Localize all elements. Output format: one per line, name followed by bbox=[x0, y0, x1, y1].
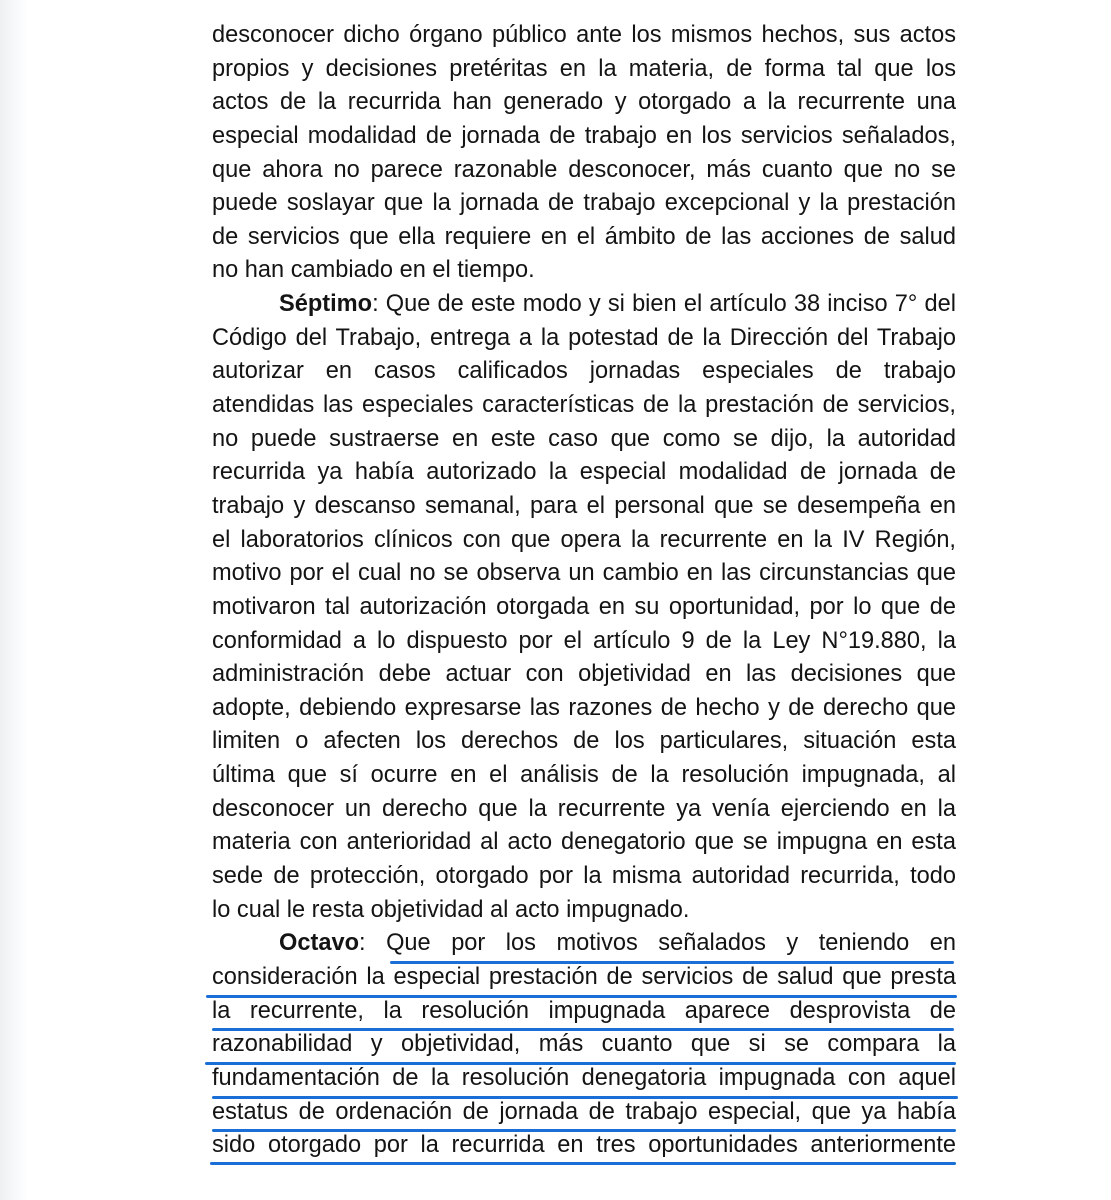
text-line-content: fundamentación de la resolución denegatoria impugnada con aquel bbox=[212, 1064, 956, 1091]
text-line: no han cambiado en el tiempo. bbox=[212, 257, 535, 284]
text-line bbox=[212, 995, 956, 1029]
text-line: Código del Trabajo, entrega a la potestad de la Dirección del Trabajo bbox=[212, 324, 956, 351]
text-line bbox=[212, 1062, 956, 1096]
text-line: lo cual le resta objetividad al acto impugnado. bbox=[212, 896, 690, 923]
text-line: limiten o afecten los derechos de los particulares, situación esta bbox=[212, 728, 956, 755]
document-page bbox=[212, 19, 956, 1163]
text-line: puede soslayar que la jornada de trabajo excepcional y la prestación bbox=[212, 190, 956, 217]
left-edge-shadow bbox=[0, 0, 28, 1200]
text-line: atendidas las especiales características de la prestación de servicios, bbox=[212, 392, 956, 419]
text-line: especial modalidad de jornada de trabajo en los servicios señalados, bbox=[212, 122, 956, 149]
text-line: motivaron tal autorización otorgada en su oportunidad, por lo que de bbox=[212, 593, 956, 620]
text-line: que ahora no parece razonable desconocer, más cuanto que no se bbox=[212, 156, 956, 183]
text-line-content: razonabilidad y objetividad, más cuanto que si se compara la bbox=[212, 1031, 956, 1058]
text-line bbox=[212, 961, 956, 995]
text-line: desconocer un derecho que la recurrente ya venía ejerciendo en la bbox=[212, 795, 956, 822]
text-line: desconocer dicho órgano público ante los mismos hechos, sus actos bbox=[212, 22, 956, 48]
text-line: el laboratorios clínicos con que opera la recurrente en la IV Región, bbox=[212, 526, 956, 553]
text-line-content: estatus de ordenación de jornada de trabajo especial, que ya había bbox=[212, 1098, 956, 1125]
text-line: sede de protección, otorgado por la misma autoridad recurrida, todo bbox=[212, 863, 956, 890]
paragraph-octavo bbox=[212, 927, 956, 1162]
text-line: materia con anterioridad al acto denegatorio que se impugna en esta bbox=[212, 829, 956, 856]
paragraph-first-line-text: : Que por los motivos señalados y teniendo en bbox=[359, 930, 956, 957]
text-line-content: consideración la especial prestación de servicios de salud que presta bbox=[212, 963, 956, 990]
text-line: no puede sustraerse en este caso que como se dijo, la autoridad bbox=[212, 425, 956, 452]
text-line bbox=[212, 1096, 956, 1130]
text-line: administración debe actuar con objetividad en las decisiones que bbox=[212, 661, 956, 688]
text-line: conformidad a lo dispuesto por el artículo 9 de la Ley N°19.880, la bbox=[212, 627, 956, 654]
text-line: recurrida ya había autorizado la especial modalidad de jornada de bbox=[212, 459, 956, 486]
text-line: trabajo y descanso semanal, para el personal que se desempeña en bbox=[212, 492, 956, 519]
paragraph-septimo bbox=[212, 288, 956, 927]
paragraph-first-line-text: : Que de este modo y si bien el artículo 38 inciso 7° del bbox=[372, 291, 956, 318]
text-line: propios y decisiones pretéritas en la materia, de forma tal que los bbox=[212, 55, 956, 82]
text-line: motivo por el cual no se observa un cambio en las circunstancias que bbox=[212, 560, 956, 587]
paragraph-heading: Octavo bbox=[279, 930, 359, 957]
paragraph-heading: Séptimo bbox=[279, 291, 373, 318]
paragraph-first-line bbox=[212, 288, 956, 322]
text-line bbox=[212, 1129, 956, 1163]
text-line: adopte, debiendo expresarse las razones de hecho y de derecho que bbox=[212, 694, 956, 721]
paragraph-intro bbox=[212, 19, 956, 288]
highlight-underline bbox=[210, 1162, 956, 1165]
text-line: autorizar en casos calificados jornadas especiales de trabajo bbox=[212, 358, 956, 385]
text-line-content: la recurrente, la resolución impugnada aparece desprovista de bbox=[212, 997, 956, 1024]
text-line bbox=[212, 1028, 956, 1062]
text-line: última que sí ocurre en el análisis de la resolución impugnada, al bbox=[212, 762, 956, 789]
text-line-content: sido otorgado por la recurrida en tres oportunidades anteriormente bbox=[212, 1132, 956, 1159]
paragraph-first-line bbox=[212, 927, 956, 961]
text-line: actos de la recurrida han generado y otorgado a la recurrente una bbox=[212, 89, 956, 116]
text-line: de servicios que ella requiere en el ámbito de las acciones de salud bbox=[212, 223, 956, 250]
